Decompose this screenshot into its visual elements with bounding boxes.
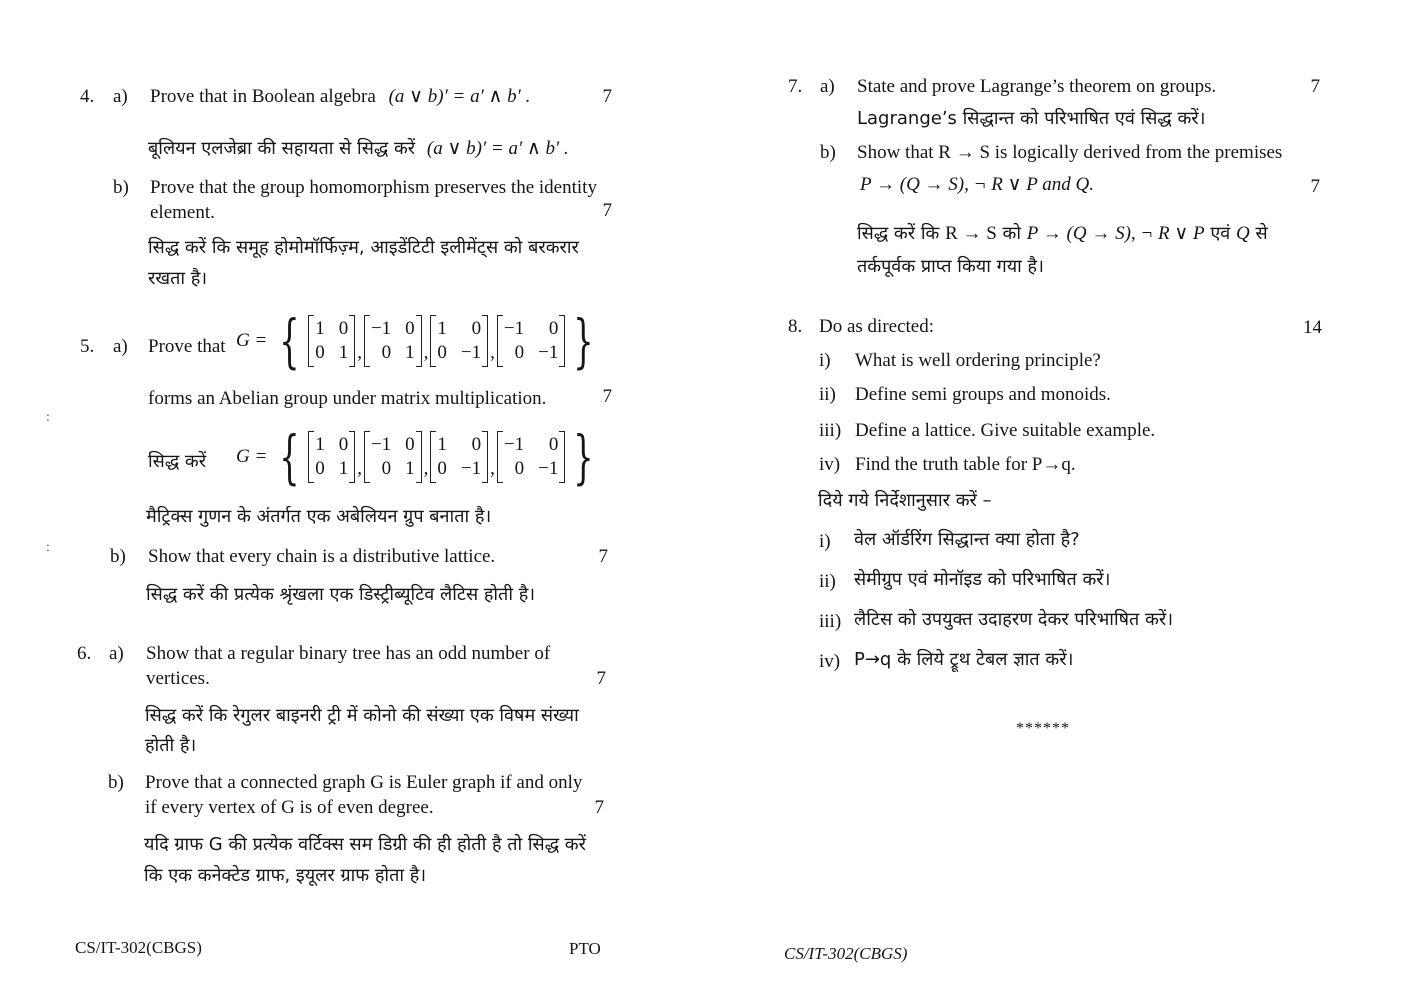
matrix-1-cell: 1 (315, 434, 325, 455)
matrix-1-cell: 0 (338, 434, 349, 455)
matrix-4 (497, 431, 565, 483)
q8-hindi-item-1-text: वेल ऑर्डरिंग सिद्धान्त क्या होता है? (854, 529, 1080, 550)
question-5b-text: Show that every chain is a distributive lattice. (148, 546, 496, 567)
matrix-3 (430, 315, 488, 367)
question-4b-text-line2: element. (150, 202, 215, 223)
matrix-1-cell: 0 (315, 342, 325, 363)
question-5a-label: a) (113, 336, 128, 357)
matrix-1-cell: 1 (338, 342, 349, 363)
matrix-2 (364, 431, 422, 483)
question-7a-marks: 7 (1310, 76, 1320, 97)
question-7b-hindi-line1 (857, 219, 1268, 249)
q8-item-3-text: Define a lattice. Give suitable example. (855, 420, 1156, 441)
question-4a-prompt: Prove that in Boolean algebra (150, 86, 376, 107)
question-4a-marks: 7 (602, 86, 612, 107)
question-4b-marks: 7 (602, 200, 612, 221)
q8-item-1-text: What is well ordering principle? (855, 350, 1101, 371)
left-footer-code: CS/IT-302(CBGS) (75, 938, 202, 957)
separator: , (357, 458, 362, 479)
matrix-2-cell: 0 (405, 318, 415, 339)
q8-hindi-item-1-label: i) (819, 531, 831, 552)
q8-item-2-label: ii) (819, 384, 836, 405)
q8-item-4-label: iv) (819, 454, 841, 475)
question-6a-text-line1: Show that a regular binary tree has an odd number of (146, 643, 551, 664)
question-7b-hindi-formula: Q (1236, 223, 1250, 244)
matrix-4-cell: 0 (548, 434, 559, 455)
q8-item-1-label: i) (819, 350, 831, 371)
question-5a-text: forms an Abelian group under matrix multiplication. (148, 388, 547, 409)
right-brace: } (573, 423, 594, 491)
question-5b-marks: 7 (598, 546, 608, 567)
question-6-number: 6. (77, 643, 92, 664)
matrix-2-cell: −1 (370, 434, 392, 455)
left-brace: { (279, 423, 300, 491)
q8-hindi-item-4-text: P→q के लिये ट्रूथ टेबल ज्ञात करें। (854, 649, 1074, 670)
question-4b-hindi-line2: रखता है। (148, 268, 208, 289)
matrix-set-symbol: G = (236, 330, 268, 351)
matrix-2-cell: 1 (405, 342, 415, 363)
question-4-number: 4. (80, 86, 95, 107)
separator: , (357, 342, 362, 363)
separator: , (423, 458, 429, 479)
question-8-marks: 14 (1303, 317, 1322, 338)
question-7b-hindi-formula: R → S (945, 223, 997, 244)
question-6a-hindi-line1: सिद्ध करें कि रेगुलर बाइनरी ट्री में कोनो की संख्या एक विषम संख्या (145, 705, 579, 726)
question-6b-text-line1: Prove that a connected graph G is Euler graph if and only (145, 772, 583, 793)
matrix-3-cell: 1 (437, 434, 447, 455)
question-7b-label: b) (820, 142, 836, 163)
question-6a-hindi-line2: होती है। (145, 735, 197, 756)
separator: , (490, 342, 495, 363)
matrix-3-cell: 0 (471, 434, 482, 455)
scan-mark: : (46, 540, 50, 555)
question-7b-hindi-part: से (1255, 223, 1268, 244)
question-7b-marks: 7 (1310, 176, 1320, 197)
question-5a-hindi-prefix: सिद्ध करें (148, 451, 207, 472)
question-4b-label: b) (113, 177, 129, 198)
matrix-2-cell: −1 (370, 318, 392, 339)
question-5a-hindi: मैट्रिक्स गुणन के अंतर्गत एक अबेलियन ग्रुप बनाता है। (146, 506, 492, 527)
right-page (702, 0, 1404, 992)
question-5b-hindi: सिद्ध करें की प्रत्येक श्रृंखला एक डिस्ट्रीब्यूटिव लैटिस होती है। (146, 584, 536, 605)
question-7a-hindi: Lagrange’s सिद्धान्त को परिभाषित एवं सिद्ध करें। (857, 108, 1206, 129)
matrix-2-cell: 0 (405, 434, 415, 455)
right-brace: } (573, 307, 594, 375)
scan-mark: : (46, 410, 50, 425)
matrix-4 (497, 315, 565, 367)
matrix-1-cell: 1 (338, 458, 349, 479)
matrix-set-hindi (236, 423, 602, 491)
question-4a-hindi (148, 134, 569, 164)
question-6b-hindi-line1: यदि ग्राफ G की प्रत्येक वर्टिक्स सम डिग्री की ही होती है तो सिद्ध करें (144, 834, 586, 855)
question-7b-hindi-part: एवं (1210, 223, 1231, 244)
question-6b-text-line2: if every vertex of G is of even degree. (145, 797, 434, 818)
footer-pto: PTO (569, 939, 601, 958)
matrix-4-cell: −1 (503, 434, 525, 455)
end-marker-stars: ****** (1016, 720, 1070, 737)
matrix-2 (364, 315, 422, 367)
question-7a-label: a) (820, 76, 835, 97)
matrix-4-cell: −1 (538, 458, 559, 479)
matrix-4-cell: 0 (514, 342, 525, 363)
matrix-4-cell: −1 (503, 318, 525, 339)
question-6a-label: a) (109, 643, 124, 664)
matrix-3-cell: 0 (471, 318, 482, 339)
question-6b-marks: 7 (594, 797, 604, 818)
question-6b-hindi-line2: कि एक कनेक्टेड ग्राफ, इयूलर ग्राफ होता है। (144, 865, 427, 886)
question-7a-text: State and prove Lagrange’s theorem on groups. (857, 76, 1217, 97)
q8-hindi-item-2-label: ii) (819, 571, 836, 592)
matrix-set-english (236, 307, 602, 375)
question-8-number: 8. (788, 316, 803, 337)
right-footer-code: CS/IT-302(CBGS) (784, 944, 908, 963)
matrix-4-cell: −1 (538, 342, 559, 363)
q8-hindi-item-2-text: सेमीग्रुप एवं मोनॉइड को परिभाषित करें। (854, 569, 1111, 590)
question-7b-text: Show that R → S is logically derived from the premises (857, 142, 1283, 163)
question-7-number: 7. (788, 76, 803, 97)
matrix-3-cell: 0 (437, 458, 447, 479)
question-6a-marks: 7 (596, 668, 606, 689)
question-4b-hindi-line1: सिद्ध करें कि समूह होमोमॉर्फिज़्म, आइडेंटिटी इलीमेंट्स को बरकरार (148, 237, 579, 258)
q8-hindi-item-4-label: iv) (819, 651, 841, 672)
question-7b-hindi-formula: P → (Q → S), ¬ R ∨ P (1026, 223, 1205, 244)
q8-hindi-item-3-text: लैटिस को उपयुक्त उदाहरण देकर परिभाषित करें। (854, 609, 1174, 630)
matrix-3-cell: −1 (460, 342, 482, 363)
question-7b-hindi-line2: तर्कपूर्वक प्राप्त किया गया है। (857, 256, 1044, 277)
question-5a-prefix: Prove that (148, 336, 226, 357)
separator: , (490, 458, 495, 479)
left-brace: { (279, 307, 300, 375)
matrix-3-cell: 1 (437, 318, 447, 339)
matrix-2-cell: 1 (405, 458, 415, 479)
matrix-1-cell: 1 (315, 318, 325, 339)
q8-hindi-item-3-label: iii) (819, 611, 842, 632)
question-4b-text-line1: Prove that the group homomorphism preserves the identity (150, 177, 597, 198)
q8-item-4-text: Find the truth table for P→q. (855, 454, 1076, 475)
question-5a-marks: 7 (602, 386, 612, 407)
q8-item-2-text: Define semi groups and monoids. (855, 384, 1111, 405)
matrix-2-cell: 0 (381, 342, 392, 363)
separator: , (423, 342, 429, 363)
matrix-3-cell: 0 (437, 342, 447, 363)
matrix-3 (430, 431, 488, 483)
question-4a-text (150, 84, 530, 109)
matrix-2-cell: 0 (381, 458, 392, 479)
question-6a-text-line2: vertices. (146, 668, 210, 689)
matrix-3-cell: −1 (460, 458, 482, 479)
matrix-1-cell: 0 (315, 458, 325, 479)
matrix-1-cell: 0 (338, 318, 349, 339)
q8-item-3-label: iii) (819, 420, 842, 441)
matrix-1 (308, 315, 355, 367)
question-4a-label: a) (113, 86, 128, 107)
matrix-set-symbol: G = (236, 446, 268, 467)
question-4a-hindi-text: बूलियन एलजेब्रा की सहायता से सिद्ध करें (148, 138, 416, 159)
question-5b-label: b) (110, 546, 126, 567)
question-7b-premises: P → (Q → S), ¬ R ∨ P and Q. (860, 174, 1094, 195)
question-4a-hindi-formula: (a ∨ b)′ = a′ ∧ b′ . (426, 138, 569, 159)
matrix-1 (308, 431, 355, 483)
question-8-hindi-title: दिये गये निर्देशानुसार करें – (818, 490, 992, 511)
question-5-number: 5. (80, 336, 95, 357)
matrix-4-cell: 0 (548, 318, 559, 339)
question-7b-hindi-part: सिद्ध करें कि (857, 223, 940, 244)
question-6b-label: b) (108, 772, 124, 793)
question-8-title: Do as directed: (819, 316, 935, 337)
question-7b-hindi-part: को (1002, 223, 1022, 244)
matrix-4-cell: 0 (514, 458, 525, 479)
question-4a-formula: (a ∨ b)′ = a′ ∧ b′ . (388, 86, 531, 107)
